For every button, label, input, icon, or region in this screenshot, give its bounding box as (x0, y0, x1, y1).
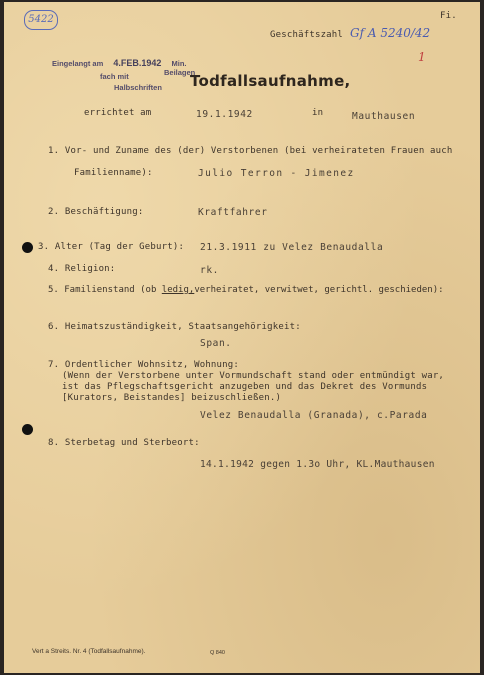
document-page (4, 2, 480, 673)
stamp-received (52, 58, 186, 68)
geschaeftszahl-value: Gf A 5240/42 (350, 26, 431, 40)
field-7-label: 7. Ordentlicher Wohnsitz, Wohnung: (48, 360, 240, 370)
stamp-received-label: Eingelangt am (52, 59, 104, 68)
field-3-value: 21.3.1911 zu Velez Benaudalla (200, 242, 384, 253)
red-mark: 1 (418, 50, 426, 64)
field-5-label-ledig: ledig, (161, 285, 195, 295)
in-label: in (312, 108, 324, 118)
field-1-label: 1. Vor- und Zuname des (der) Verstorbenen (bei verheirateten Frauen auch (48, 146, 453, 156)
punch-hole-top (22, 242, 33, 253)
errichtet-label: errichtet am (84, 108, 152, 118)
place-value: Mauthausen (352, 111, 416, 122)
footer-code: Q 840 (210, 650, 225, 656)
field-4-label: 4. Religion: (48, 264, 116, 274)
field-6-label: 6. Heimatszuständigkeit, Staatsangehörigkeit: (48, 322, 301, 332)
field-5-label-post: verheiratet, verwitwet, gerichtl. geschieden): (194, 285, 444, 295)
field-7-note-line2: ist das Pflegschaftsgericht anzugeben und das Dekret des Vormunds (62, 382, 428, 392)
field-2-value: Kraftfahrer (198, 207, 268, 218)
stamp-min: Min. (171, 59, 187, 68)
field-1-value: Julio Terron - Jimenez (198, 168, 355, 179)
field-7-note-line3: [Kurators, Beistandes] beizuschließen.) (62, 393, 282, 403)
field-6-value: Span. (200, 338, 232, 349)
document-title: Todfallsaufnahme, (190, 72, 351, 90)
field-8-label: 8. Sterbetag und Sterbeort: (48, 438, 200, 448)
stamp-beilagen: Beilagen (164, 68, 196, 77)
errichtet-date: 19.1.1942 (196, 109, 253, 120)
stamp-halbschriften: Halbschriften (114, 83, 162, 92)
field-5-label-pre: 5. Familienstand (ob (48, 285, 157, 295)
punch-hole-bottom (22, 424, 33, 435)
field-7-value: Velez Benaudalla (Granada), c.Parada (200, 410, 428, 421)
archive-number-circle: 5422 (24, 10, 58, 30)
stamp-fach: fach mit (100, 72, 129, 81)
field-8-value: 14.1.1942 gegen 1.3o Uhr, KL.Mauthausen (200, 459, 435, 470)
field-7-note-line1: (Wenn der Verstorbene unter Vormundschaft stand oder entmündigt war, (62, 371, 445, 381)
field-5-label (48, 285, 444, 295)
field-1-label-cont: Familienname): (74, 168, 153, 178)
field-4-value: rk. (200, 265, 219, 276)
field-3-label: 3. Alter (Tag der Geburt): (38, 242, 185, 252)
field-2-label: 2. Beschäftigung: (48, 207, 144, 217)
stamp-date: 4.FEB.1942 (113, 58, 162, 68)
footer-form-number: Vert a Streits. Nr. 4 (Todfallsaufnahme). (32, 648, 146, 655)
fi-label: Fi. (440, 11, 457, 21)
geschaeftszahl-label: Geschäftszahl (270, 30, 344, 40)
